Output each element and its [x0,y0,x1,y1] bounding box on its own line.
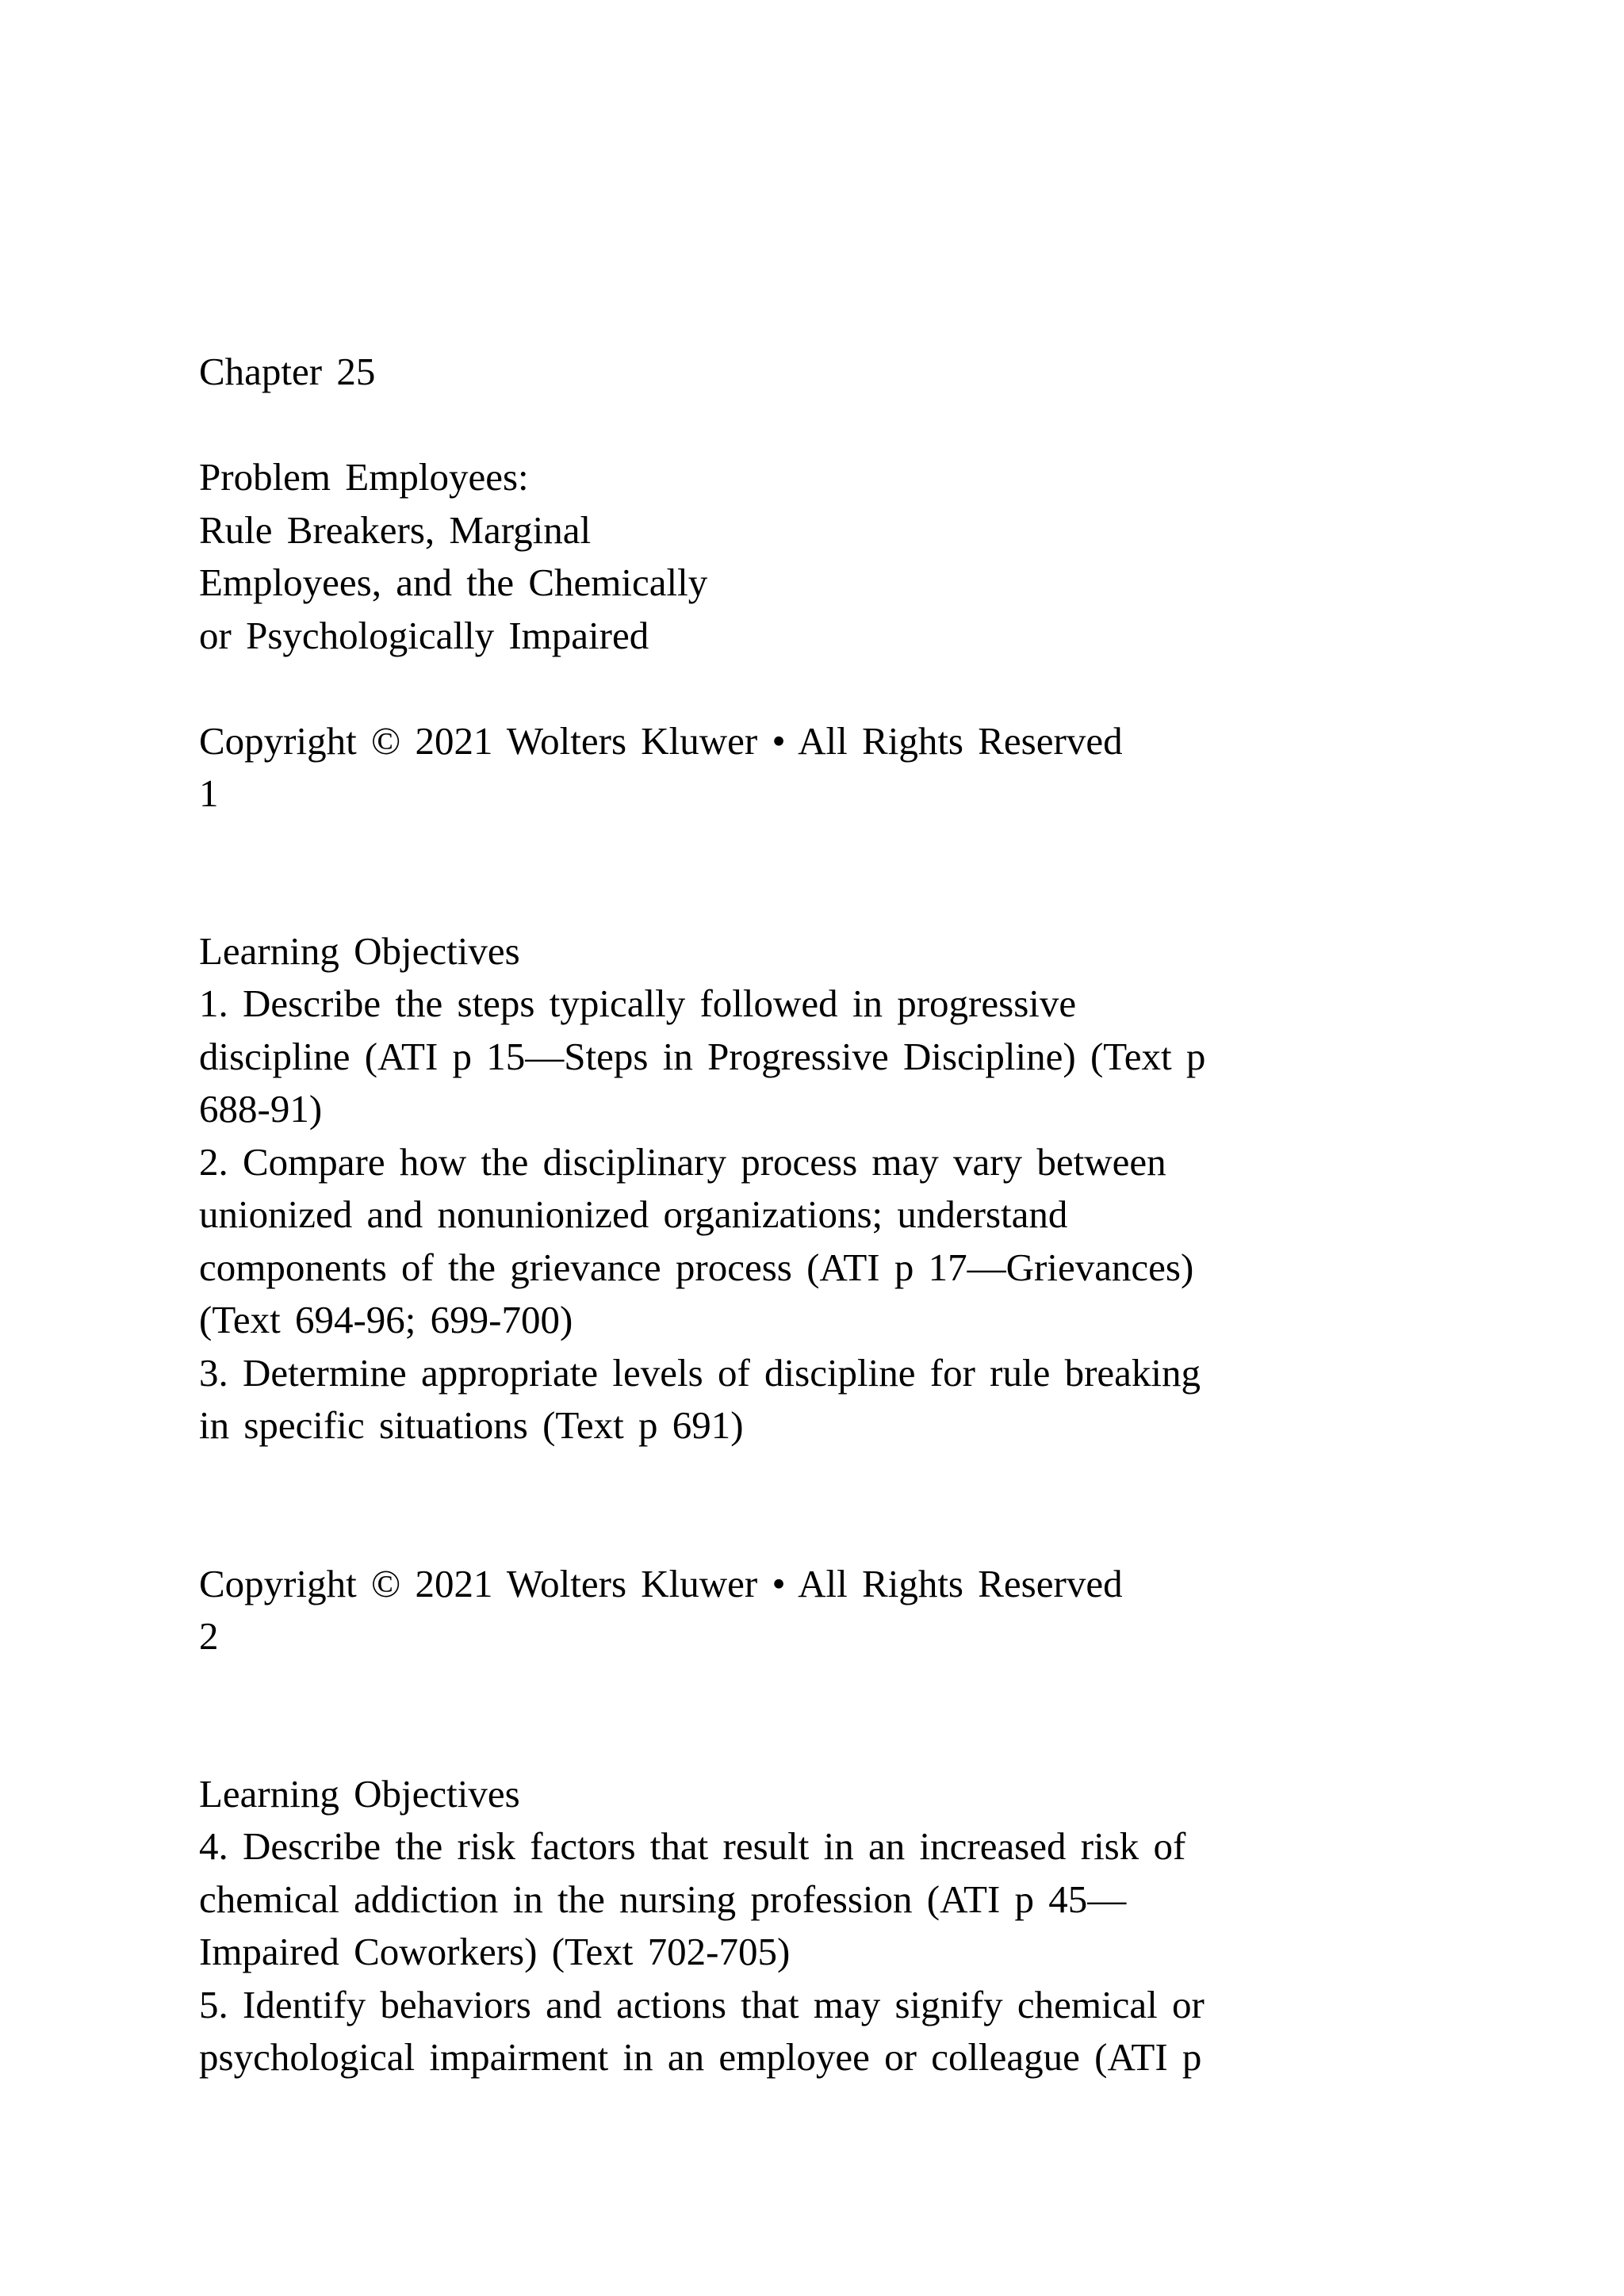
chapter-heading: Chapter 25 [199,350,376,393]
objective-line: Impaired Coworkers) (Text 702-705) [199,1930,791,1973]
section-heading: Learning Objectives [199,1771,520,1816]
copyright-line: Copyright © 2021 Wolters Kluwer • All Rights Reserved [199,718,1123,763]
objective-line: 5. Identify behaviors and actions that may signify chemical or [199,1982,1205,2026]
slide-number: 1 [199,771,219,815]
document-section-2 [199,925,1563,1663]
objective-line: chemical addiction in the nursing profession (ATI p 45— [199,1877,1127,1921]
objective-line: 688-91) [199,1087,323,1131]
objective-line: unionized and nonunionized organizations; understand [199,1192,1068,1236]
section-heading: Learning Objectives [199,928,520,973]
objective-line: discipline (ATI p 15—Steps in Progressive Discipline) (Text p [199,1034,1206,1078]
chapter-title-line: Problem Employees: [199,455,529,499]
objective-line: 2. Compare how the disciplinary process may vary between [199,1139,1166,1184]
chapter-title-line: Rule Breakers, Marginal [199,507,592,552]
document-section-3 [199,1768,1563,2084]
chapter-title-line: or Psychologically Impaired [199,613,649,657]
objective-line: 1. Describe the steps typically followed in progressive [199,982,1077,1025]
objective-line: psychological impairment in an employee or colleague (ATI p [199,2035,1202,2079]
document-page [199,346,1563,2084]
objective-line: components of the grievance process (ATI p 17—Grievances) [199,1245,1194,1289]
objective-line: (Text 694-96; 699-700) [199,1298,573,1341]
objective-line: 4. Describe the risk factors that result in an increased risk of [199,1824,1186,1868]
slide-number: 2 [199,1614,219,1658]
document-section-1 [199,346,1563,821]
copyright-line: Copyright © 2021 Wolters Kluwer • All Rights Reserved [199,1561,1123,1605]
objective-line: in specific situations (Text p 691) [199,1403,744,1447]
chapter-title-line: Employees, and the Chemically [199,561,708,604]
objective-line: 3. Determine appropriate levels of discipline for rule breaking [199,1350,1201,1395]
